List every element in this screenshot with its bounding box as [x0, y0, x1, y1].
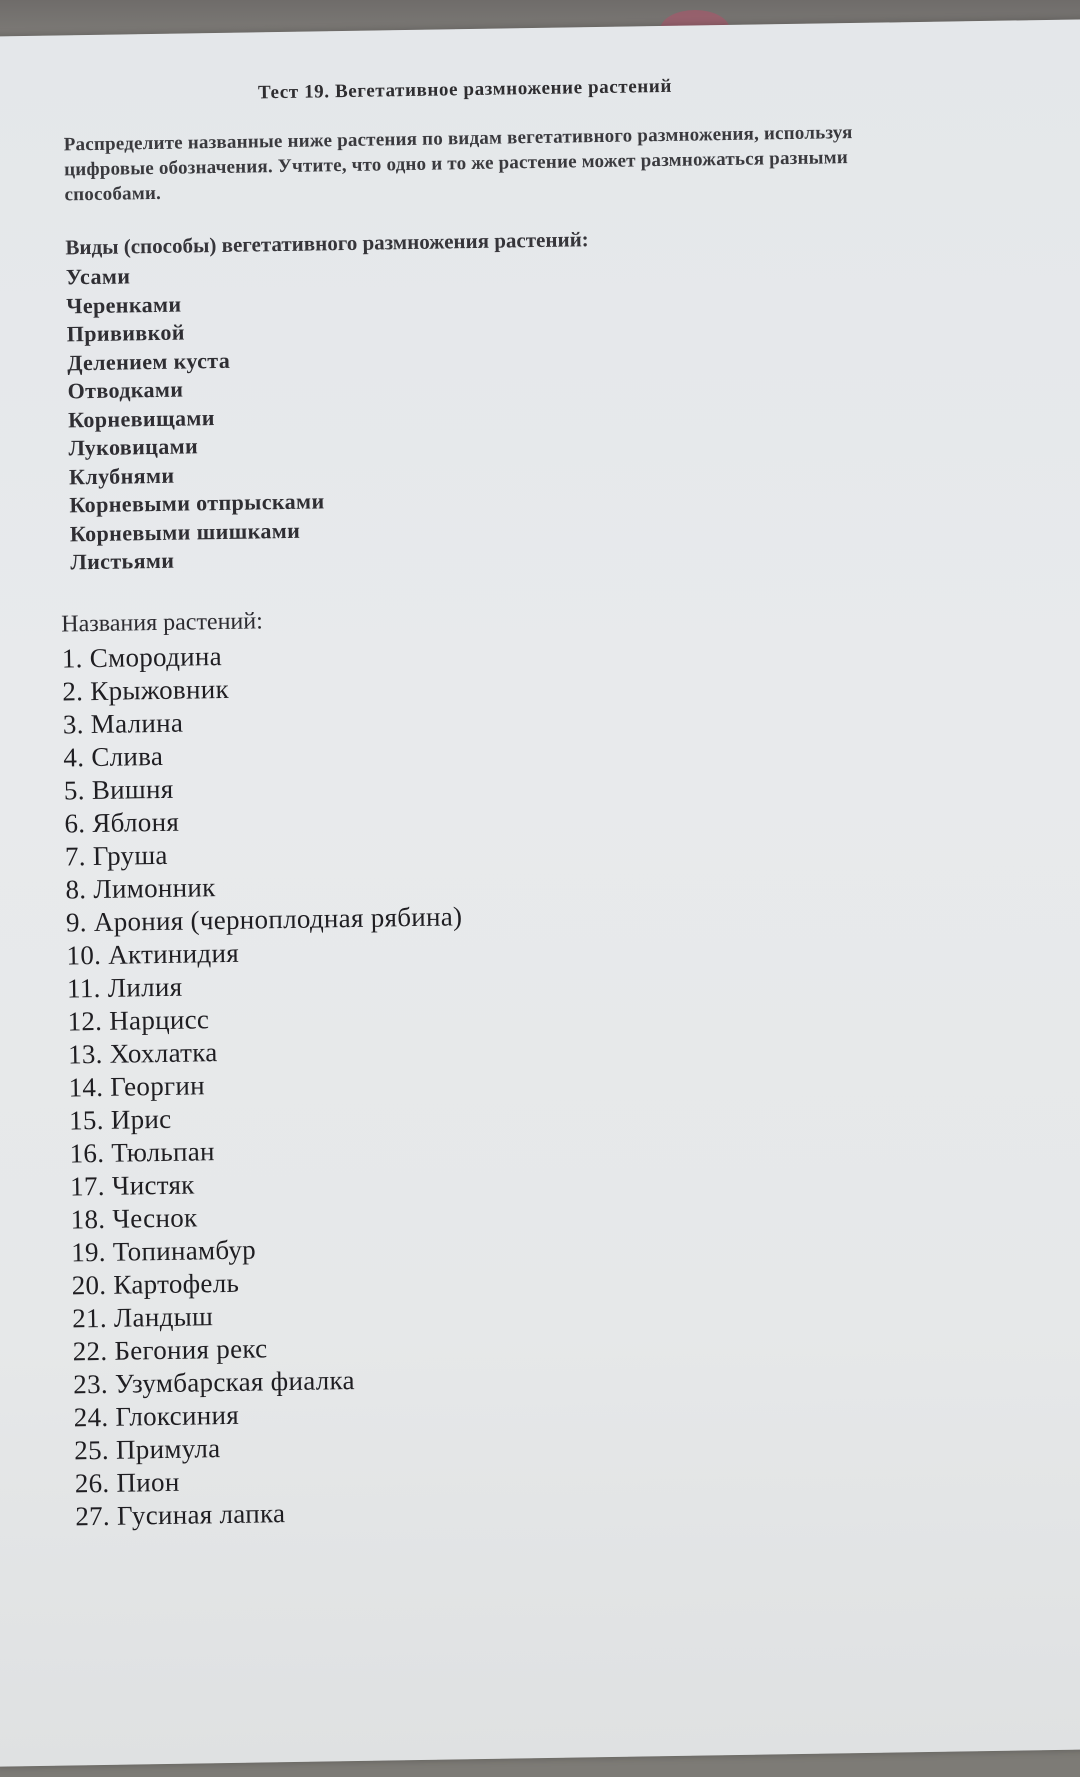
method-item: Делением куста: [66, 347, 231, 375]
methods-section: [65, 222, 950, 577]
plants-list: [62, 628, 966, 1533]
plants-section: [61, 597, 965, 1533]
method-item: Отводками: [67, 376, 184, 404]
plant-item: 9. Арония (черноплодная рябина): [65, 900, 463, 937]
document-title: Тест 19. Вегетативное размножение растений: [257, 75, 673, 104]
plant-item: 15. Ирис: [68, 1103, 172, 1135]
plant-item: 5. Вишня: [63, 773, 174, 805]
plant-item: 10. Актинидия: [66, 937, 240, 970]
method-item: Корневыми отпрысками: [69, 488, 325, 518]
method-item: Клубнями: [68, 462, 175, 489]
plant-item: 2. Крыжовник: [62, 673, 230, 707]
plant-item: 25. Примула: [74, 1432, 221, 1465]
plant-item: 16. Тюльпан: [69, 1135, 215, 1168]
method-item: Луковицами: [68, 433, 199, 461]
paper-sheet: [0, 19, 1080, 1767]
method-item: Листьями: [70, 547, 175, 575]
method-item: Прививкой: [66, 319, 186, 347]
plant-item: 12. Нарцисс: [67, 1003, 210, 1036]
plant-item: 18. Чеснок: [70, 1201, 198, 1234]
methods-heading: Виды (способы) вегетативного размножения растений:: [65, 227, 589, 260]
plant-item: 13. Хохлатка: [67, 1036, 218, 1069]
plant-item: 7. Груша: [64, 839, 168, 871]
plant-item: 23. Узумбарская фиалка: [73, 1364, 356, 1399]
plant-item: 4. Слива: [63, 740, 164, 772]
plant-item: 24. Глоксиния: [73, 1399, 240, 1432]
plant-item: 21. Ландыш: [71, 1300, 214, 1333]
plant-item: 8. Лимонник: [65, 871, 216, 904]
plant-item: 14. Георгин: [68, 1069, 206, 1102]
instruction-text: Распределите названные ниже растения по видам вегетативного размножения, используя цифровые обозначения. Учтите, что одно и то же растение может размножаться разными способами.: [63, 122, 853, 206]
plant-item: 20. Картофель: [71, 1267, 240, 1300]
plants-heading: Названия растений:: [61, 607, 263, 638]
plant-item: 22. Бегония рекс: [72, 1332, 268, 1366]
methods-list: [66, 250, 951, 577]
plant-item: 11. Лилия: [66, 971, 183, 1003]
plant-item: 19. Топинамбур: [70, 1234, 257, 1267]
plant-item: 26. Пион: [74, 1466, 180, 1498]
plant-item: 1. Смородина: [61, 640, 223, 674]
plant-item: 3. Малина: [62, 707, 184, 739]
plant-item: 27. Гусиная лапка: [75, 1497, 286, 1531]
method-item: Корневыми шишками: [69, 517, 301, 546]
plant-item: 17. Чистяк: [69, 1168, 195, 1201]
document-content: [23, 72, 966, 1534]
plant-item: 6. Яблоня: [64, 806, 180, 838]
method-item: Корневищами: [67, 404, 216, 432]
method-item: Усами: [65, 263, 131, 290]
method-item: Черенками: [66, 291, 182, 318]
